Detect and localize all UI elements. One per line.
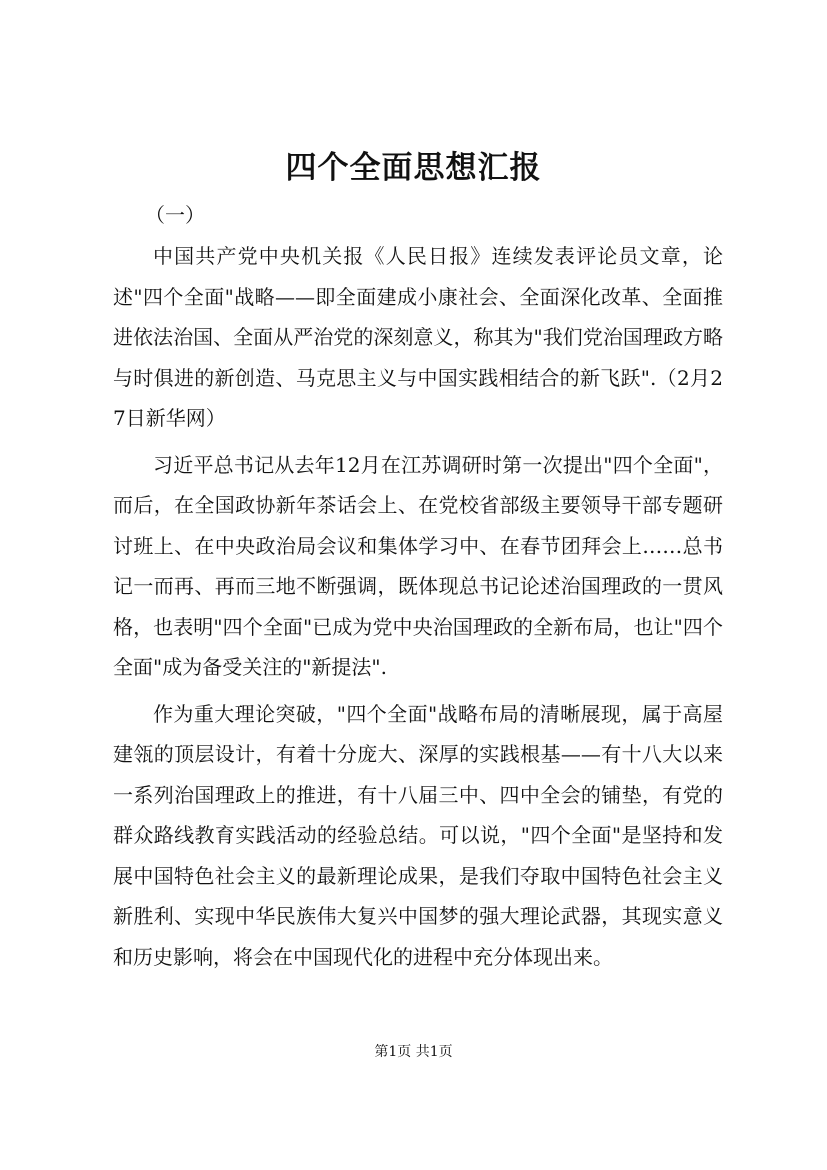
- paragraph: 习近平总书记从去年12月在江苏调研时第一次提出"四个全面"，而后，在全国政协新年茶话会上、在党校省部级主要领导干部专题研讨班上、在中央政治局会议和集体学习中、在春节团拜会上……总书记一而再、再而三地不断强调，既体现总书记论述治国理政的一贯风格，也表明"四个全面"已成为党中央治国理政的全新布局，也让"四个全面"成为备受关注的"新提法".: [113, 452, 723, 679]
- document-body: [113, 196, 723, 983]
- paragraph: 作为重大理论突破，"四个全面"战略布局的清晰展现，属于高屋建瓴的顶层设计，有着十分庞大、深厚的实践根基——有十八大以来一系列治国理政上的推进，有十八届三中、四中全会的铺垫，有党的群众路线教育实践活动的经验总结。可以说，"四个全面"是坚持和发展中国特色社会主义的最新理论成果，是我们夺取中国特色社会主义新胜利、实现中华民族伟大复兴中国梦的强大理论武器，其现实意义和历史影响，将会在中国现代化的进程中充分体现出来。: [113, 701, 723, 969]
- paragraph: 中国共产党中央机关报《人民日报》连续发表评论员文章，论述"四个全面"战略——即全面建成小康社会、全面深化改革、全面推进依法治国、全面从严治党的深刻意义，称其为"我们党治国理政方略与时俱进的新创造、马克思主义与中国实践相结合的新飞跃".（2月27日新华网）: [113, 244, 723, 430]
- document-title: 四个全面思想汇报: [285, 150, 542, 186]
- page-footer: 第1页 共1页: [374, 1044, 453, 1060]
- section-number: （一）: [145, 203, 205, 227]
